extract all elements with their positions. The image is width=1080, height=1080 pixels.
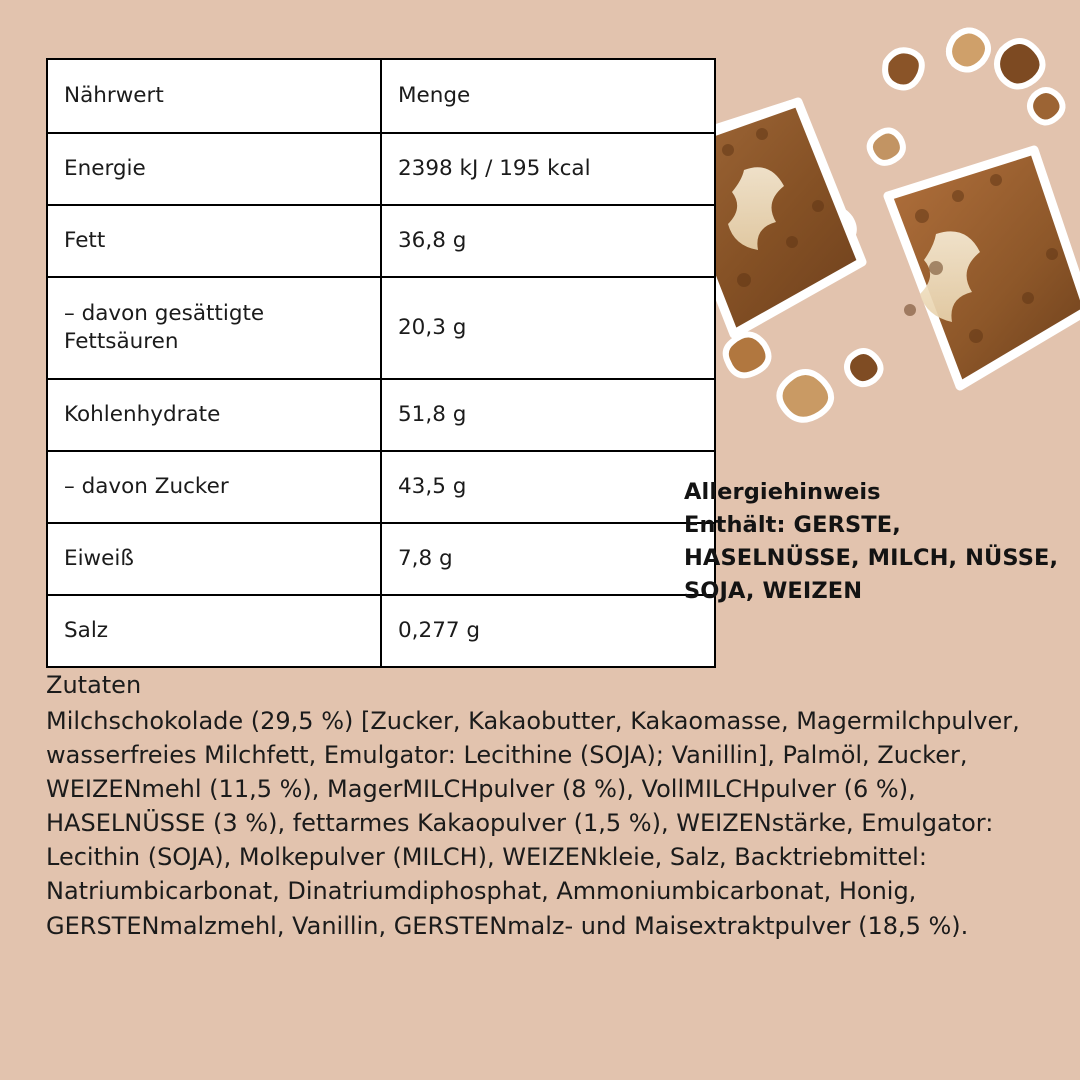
table-row (47, 523, 715, 595)
ingredients-title: Zutaten (46, 671, 142, 699)
nutrient-name: – davon gesättigte Fettsäuren (47, 277, 381, 379)
nutrient-value: 20,3 g (381, 277, 715, 379)
nutrient-name: – davon Zucker (47, 451, 381, 523)
nutrient-name: Kohlenhydrate (47, 379, 381, 451)
ingredients-section (46, 668, 1046, 943)
header-amount: Menge (381, 59, 715, 133)
nutrient-name: Salz (47, 595, 381, 667)
table-row (47, 595, 715, 667)
allergy-note (684, 476, 1064, 607)
nutrient-value: 2398 kJ / 195 kcal (381, 133, 715, 205)
nutrient-value: 43,5 g (381, 451, 715, 523)
header-nutrient: Nährwert (47, 59, 381, 133)
table-row (47, 205, 715, 277)
table-row (47, 277, 715, 379)
table-row (47, 451, 715, 523)
ingredients-text: Milchschokolade (29,5 %) [Zucker, Kakaobutter, Kakaomasse, Magermilchpulver, wasserfreies Milchfett, Emulgator: Lecithine (SOJA); Vanillin], Palmöl, Zucker, WEIZENmehl (11,5 %), MagerMILCHpulver (8 %), VollMILCHpulver (6 %), HASELNÜSSE (3 %), fettarmes Kakaopulver (1,5 %), WEIZENstärke, Emulgator: Lecithin (SOJA), Molkepulver (MILCH), WEIZENkleie, Salz, Backtriebmittel: Natriumbicarbonat, Dinatriumdiphosphat, Ammoniumbicarbonat, Honig, GERSTENmalzmehl, Vanillin, GERSTENmalz- und Maisextraktpulver (18,5 %). (46, 707, 1020, 940)
nutrient-value: 36,8 g (381, 205, 715, 277)
table-row (47, 379, 715, 451)
nutrient-value: 51,8 g (381, 379, 715, 451)
nutrient-value: 7,8 g (381, 523, 715, 595)
chocolate-crumbs (726, 30, 1063, 419)
nutrient-name: Fett (47, 205, 381, 277)
allergy-text: Enthält: GERSTE, HASELNÜSSE, MILCH, NÜSSE, SOJA, WEIZEN (684, 511, 1059, 604)
chocolate-bar-right (888, 150, 1080, 388)
allergy-title: Allergiehinweis (684, 479, 881, 505)
nutrient-value: 0,277 g (381, 595, 715, 667)
nutrition-table (46, 58, 716, 668)
table-header-row (47, 59, 715, 133)
table-row (47, 133, 715, 205)
nutrient-name: Eiweiß (47, 523, 381, 595)
nutrient-name: Energie (47, 133, 381, 205)
